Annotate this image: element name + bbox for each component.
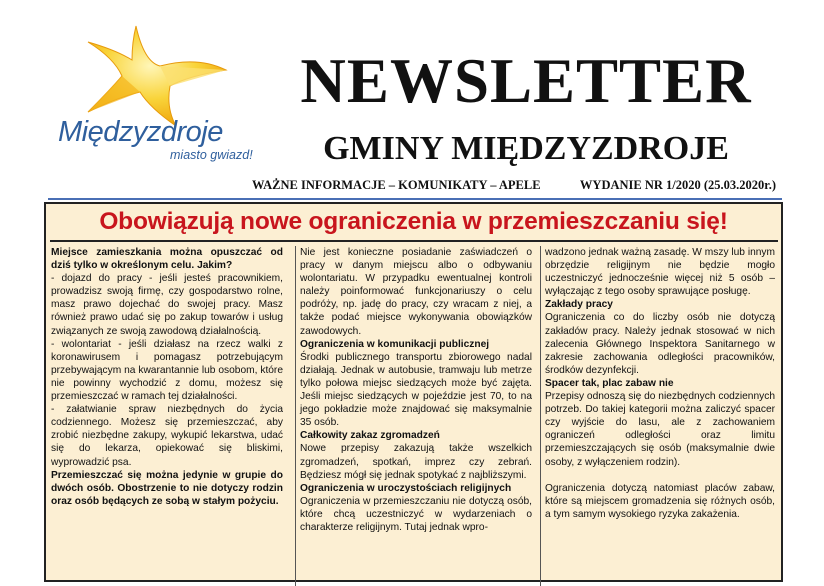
miedzyzdroje-logo	[48, 12, 278, 182]
paragraph: - załatwianie spraw niezbędnych do życia codziennego. Możesz się przemieszczać, aby zrobić niezbędne zakupy, wykupić lekarstwa, udać się do lekarza, opiekować się bliskimi, wyprowadzić psa.	[51, 404, 283, 468]
issue-number: WYDANIE NR 1/2020 (25.03.2020r.)	[579, 178, 776, 192]
paragraph: Ograniczenia dotyczą natomiast placów zabaw, które są miejscem gromadzenia się różnych osób, a tym samym wysokiego ryzyka zakażenia.	[545, 482, 775, 520]
spacer	[545, 469, 775, 482]
header-rule	[48, 198, 782, 200]
paragraph: Nowe przepisy zakazują także wszelkich zgromadzeń, spotkań, imprez czy zebrań. Będziesz mógł się jednak spotykać z najbliższymi.	[300, 443, 532, 481]
section-heading: Całkowity zakaz zgromadzeń	[300, 430, 440, 442]
newsletter-title: NEWSLETTER	[300, 46, 752, 116]
section-heading: Ograniczenia w uroczystościach religijnych	[300, 482, 512, 494]
newsletter-subtitle: GMINY MIĘDZYZDROJE	[323, 130, 729, 167]
article-column-3	[540, 246, 775, 586]
paragraph: - dojazd do pracy - jeśli jesteś pracownikiem, prowadzisz swoją firmę, czy gospodarstwo rolne, masz prawo dojechać do swojej pracy. Masz również prawo udać się po zakup towarów i usług związanych ze swoją zawodową działalnością.	[51, 273, 283, 337]
article-headline: Obowiązują nowe ograniczenia w przemieszczaniu się!	[99, 208, 728, 235]
section-heading: Spacer tak, plac zabaw nie	[545, 377, 674, 389]
info-text: WAŻNE INFORMACJE – KOMUNIKATY – APELE	[252, 178, 541, 192]
article-column-1	[51, 246, 283, 586]
headline-divider	[50, 240, 778, 242]
logo-name: Międzyzdroje	[58, 116, 223, 148]
article-column-2	[295, 246, 532, 586]
paragraph: Ograniczenia w przemieszczaniu nie dotyczą osób, które chcą uczestniczyć w wydarzeniach o charakterze religijnym. Tutaj jednak wpro-	[300, 495, 532, 533]
lead-paragraph: Miejsce zamieszkania można opuszczać od dziś tylko w określonym celu. Jakim?	[51, 247, 283, 272]
paragraph: Przepisy odnoszą się do niezbędnych codziennych potrzeb. Do takiej kategorii można zaliczyć spacer czy wyjście do lasu, ale z zachowaniem ograniczeń odległości oraz limitu przemieszczających się osób (maksymalnie dwie osoby, z wyłączeniem rodzin).	[545, 391, 775, 468]
section-heading: Ograniczenia w komunikacji publicznej	[300, 338, 490, 350]
section-heading: Zakłady pracy	[545, 299, 613, 311]
info-line	[252, 178, 776, 193]
paragraph: - wolontariat - jeśli działasz na rzecz walki z koronawirusem i pomagasz potrzebującym przebywającym na kwarantannie lub osobom, które nie powinny wychodzić z domu, możesz się przemieszczać w ramach tej działalności.	[51, 338, 283, 403]
closing-paragraph: Przemieszczać się można jedynie w grupie do dwóch osób. Obostrzenie to nie dotyczy rodzin oraz osób będących ze sobą w stałym pożyciu.	[51, 469, 283, 507]
star-logo-icon	[48, 12, 278, 132]
paragraph: Ograniczenia co do liczby osób nie dotyczą zakładów pracy. Należy jednak stosować w nich zalecenia Głównego Inspektora Sanitarnego w zakresie zachowania odległości pracowników, środków dezynfekcji.	[545, 312, 775, 376]
paragraph: wadzono jednak ważną zasadę. W mszy lub innym obrzędzie religijnym nie będzie mogło uczestniczyć jednocześnie więcej niż 5 osób – wyłączając z tego osoby sprawujące posługę.	[545, 247, 775, 298]
article-box	[44, 202, 783, 582]
logo-tagline: miasto gwiazd!	[170, 148, 253, 162]
paragraph: Środki publicznego transportu zbiorowego nadal działają. Jednak w autobusie, tramwaju lub metrze tylko połowa miejsc siedzących może być zajęta. Jeśli miejsc siedzących w pojeździe jest 70, to na jego pokładzie może znajdować się maksymalnie 35 osób.	[300, 351, 532, 429]
paragraph: Nie jest konieczne posiadanie zaświadczeń o pracy w danym miejscu albo o odbywaniu wolontariatu. W przypadku ewentualnej kontroli należy poinformować funkcjonariuszy o celu podróży, np. jadę do pracy, czy wracam z niej, a także podać miejsce wykonywania obowiązków zawodowych.	[300, 247, 532, 337]
